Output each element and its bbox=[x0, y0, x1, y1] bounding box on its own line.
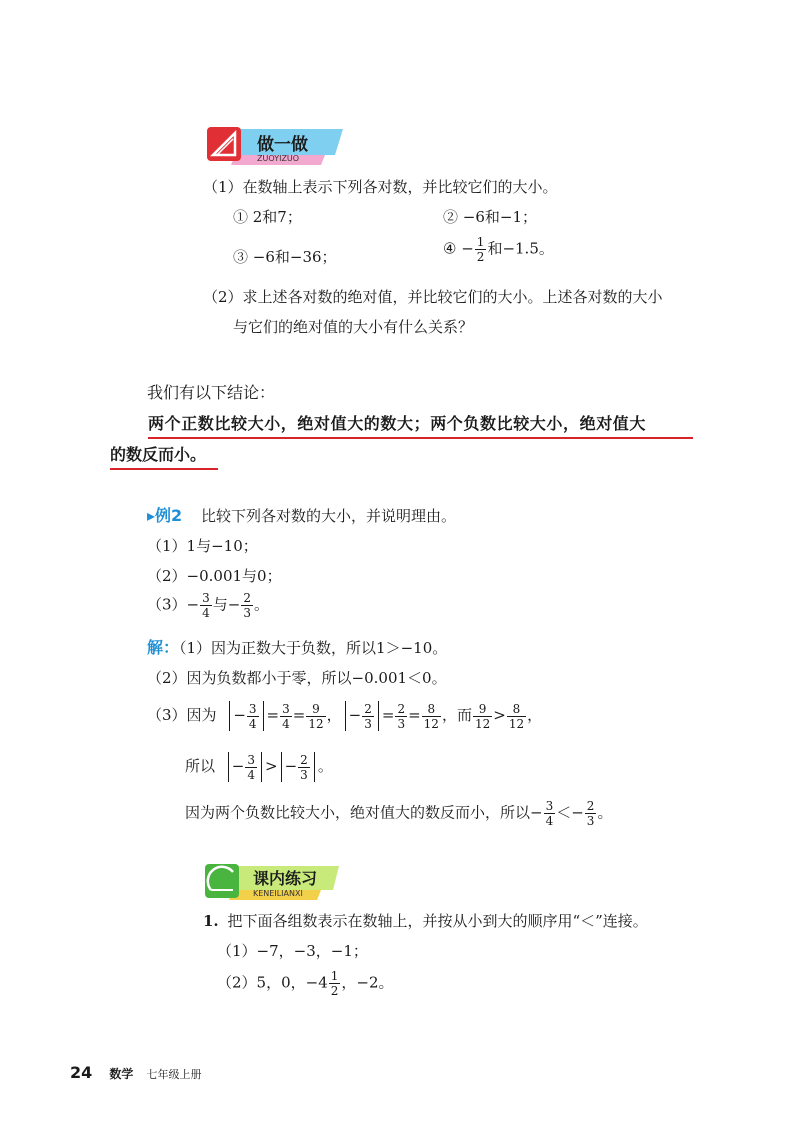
footer-grade: 七年级上册 bbox=[146, 1068, 202, 1081]
conclusion-intro: 我们有以下结论： bbox=[147, 383, 276, 402]
zuoyizuo-item-2: ② −6和−1； bbox=[443, 208, 537, 226]
zuoyizuo-item-3: ③ −6和−36； bbox=[233, 248, 337, 266]
zuoyizuo-item-1: ① 2和7； bbox=[233, 208, 302, 226]
zuoyizuo-title: 做一做 bbox=[257, 135, 308, 155]
zuoyizuo-pinyin: ZUOYIZUO bbox=[257, 154, 300, 163]
practice-title: 课内练习 bbox=[253, 869, 318, 888]
practice-badge bbox=[203, 862, 343, 900]
solution-step2: （2）因为负数都小于零，所以−0.001＜0。 bbox=[147, 669, 447, 687]
solution-therefore: 所以 − $\frac{3}{4}$ > − $\frac{2}{3}$ 。 bbox=[185, 752, 333, 782]
example2-part1: （1）1与−10； bbox=[147, 537, 258, 555]
example2-text: 比较下列各对数的大小，并说明理由。 bbox=[200, 507, 456, 525]
zuoyizuo-q2-line2: 与它们的绝对值的大小有什么关系？ bbox=[233, 318, 474, 336]
example2-label: ▸例2 bbox=[147, 506, 183, 525]
example2-part3: （3）− $\frac{3}{4}$ 与− $\frac{2}{3}$ 。 bbox=[147, 591, 269, 620]
zuoyizuo-item-4: ④ − $\frac{1}{2}$ 和−1.5。 bbox=[443, 235, 554, 264]
solution-step3: （3）因为 − $\frac{3}{4}$ = $\frac{3}{4}$ = $\frac{9}{12}$ ， − $\frac{2}{3}$ = $\frac{2}{3}$ = $\frac{8}{12}$ ，而 $\frac{9}{12}$ > $\frac{8}{12}$ ， bbox=[147, 701, 543, 731]
solution-label: 解： bbox=[147, 638, 180, 657]
zuoyizuo-badge bbox=[205, 125, 345, 165]
page-footer bbox=[70, 1063, 201, 1082]
footer-subject: 数学 bbox=[109, 1067, 134, 1081]
zuoyizuo-q2-line1: （2）求上述各对数的绝对值，并比较它们的大小。上述各对数的大小 bbox=[203, 288, 663, 306]
page-number: 24 bbox=[70, 1063, 93, 1082]
example2-heading bbox=[147, 506, 456, 526]
conclusion-line2: 的数反而小。 bbox=[110, 442, 218, 470]
solution-final: 因为两个负数比较大小，绝对值大的数反而小，所以− $\frac{3}{4}$ ＜− $\frac{2}{3}$ 。 bbox=[185, 799, 613, 828]
practice-part2: （2）5，0，−4 $\frac{1}{2}$ ，−2。 bbox=[217, 969, 394, 998]
zuoyizuo-q1: （1）在数轴上表示下列各对数，并比较它们的大小。 bbox=[203, 178, 558, 196]
conclusion-line1: 两个正数比较大小，绝对值大的数大；两个负数比较大小，绝对值大 bbox=[148, 411, 693, 439]
practice-pinyin: KENEILIANXI bbox=[253, 889, 303, 898]
example2-part2: （2）−0.001与0； bbox=[147, 567, 282, 585]
fraction-half: $\frac{1}{2}$ bbox=[476, 235, 485, 264]
practice-part1: （1）−7，−3，−1； bbox=[217, 942, 368, 960]
solution-step1: 解：（1）因为正数大于负数，所以1＞−10。 bbox=[147, 638, 448, 657]
practice-q1: 1. 把下面各组数表示在数轴上，并按从小到大的顺序用“＜”连接。 bbox=[203, 912, 648, 930]
